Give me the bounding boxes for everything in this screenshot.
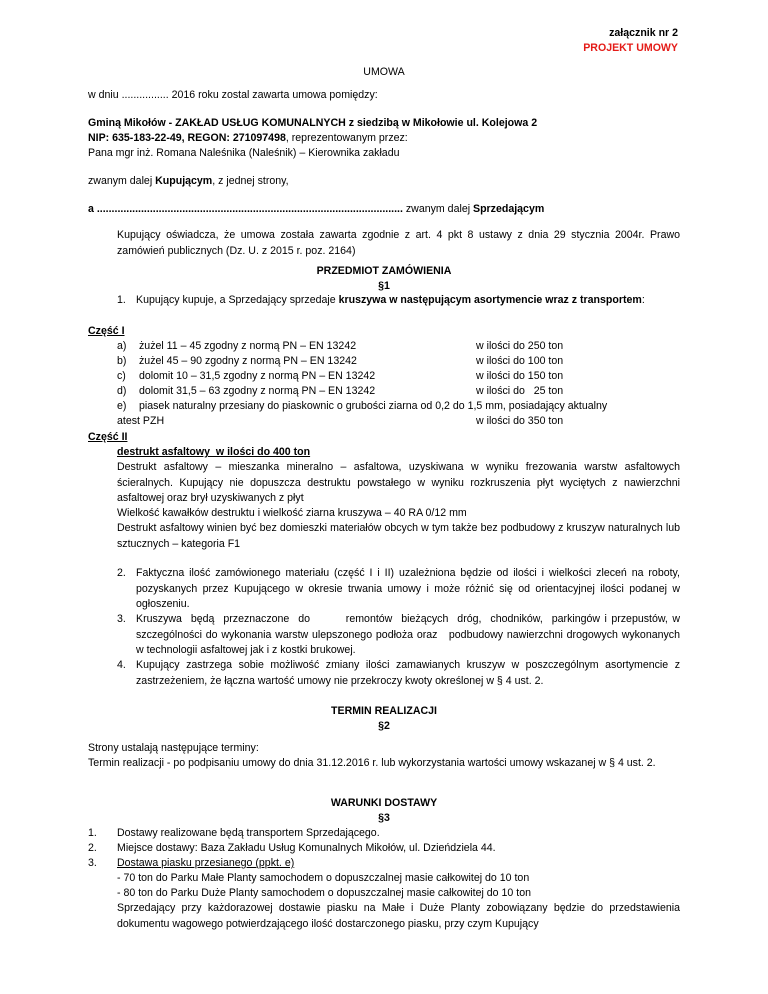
buyer-post: , z jednej strony, [212,175,289,187]
annex-label: załącznik nr 2 [609,27,678,39]
buyer-name: Kupującym [155,175,213,187]
seller-name: Sprzedającym [473,203,545,215]
part1-item-b [117,354,357,370]
item1-pre: Kupujący kupuje, a Sprzedający sprzedaje [136,294,339,306]
section1-title: PRZEDMIOT ZAMÓWIENIA [316,265,452,277]
section3-paragraph-mark: §3 [378,812,390,824]
section3-item3-num: 3. [88,857,97,869]
item-text: żużel 11 – 45 zgodny z normą PN – EN 13242 [139,340,357,352]
part1-item-c [117,369,375,385]
section1-item4: Kupujący zastrzega sobie możliwość zmiany ilości zamawianych kruszyw w poszczególnym asortymencie z zastrzeżeniem, że łączna wartość umowy nie przekroczy kwoty określonej w § 4 ust. 2. [136,659,680,687]
section3-item3-para: Sprzedający przy każdorazowej dostawie piasku na Małe i Duże Planty zobowiązany będzie do przedstawienia dokumentu wagowego potwierdzającego ilość dostarczonego piasku, przy czym Kupujący [117,902,680,930]
intro-line: w dniu ................ 2016 roku zostal zawarta umowa pomiędzy: [88,89,378,101]
section2-line1: Strony ustalają następujące terminy: [88,742,259,754]
item1-bold: kruszywa w następującym asortymencie wraz z transportem [338,294,642,306]
part1-item-e-cont: atest PZH [117,415,165,427]
section3-item2-num: 2. [88,842,97,854]
part1-item-b-qty: w ilości do 100 ton [476,355,564,367]
item1-post: : [641,294,645,306]
part1-item-a-qty: w ilości do 250 ton [476,340,564,352]
section2-title: TERMIN REALIZACJI [331,705,437,717]
party1-nip: NIP: 635-183-22-49, REGON: 271097498 [88,132,286,144]
section2-line2: Termin realizacji - po podpisaniu umowy do dnia 31.12.2016 r. lub wykorzystania wartości umowy wskazanej w § 4 ust. 2. [88,757,656,769]
part2-para1: Destrukt asfaltowy – mieszanka mineralno – asfaltowa, uzyskiwana w wyniku frezowania warstw asfaltowych ścieralnych. Kupujący nie dopuszcza destruktu powstałego w wyniku rozkruszenia płyt wyciętych z nawierzchni asfaltowej oraz brył uzyskiwanych z płyt [117,461,680,504]
section1-item3: Kruszywa będą przeznaczone do remontów bieżących dróg, chodników, parkingów i przepustów, w szczególności do wykonania warstw ulepszonego podłoża oraz podbudowy nawierzchni drogowych wykonanych w technologii asfaltowej jak i z kostki brukowej. [136,613,683,656]
item-label: a) [117,340,127,352]
section3-item3-line2: - 80 ton do Parku Duże Planty samochodem o dopuszczalnej masie całkowitej do 10 ton [117,887,531,899]
section1-paragraph-mark: §1 [378,280,390,292]
section1-item3-num: 3. [117,613,126,625]
part1-item-a [117,339,356,355]
item-label: c) [117,370,126,382]
section3-item2: Miejsce dostawy: Baza Zakładu Usług Komunalnych Mikołów, ul. Dzieńdziela 44. [117,842,496,854]
party1-person: Pana mgr inż. Romana Naleśnika (Naleśnik) – Kierownika zakładu [88,147,400,159]
item-text: żużel 45 – 90 zgodny z normą PN – EN 13242 [139,355,357,367]
part2-heading: Część II [88,431,128,443]
section1-item1 [136,293,680,309]
document-title: UMOWA [363,66,405,78]
section1-item4-num: 4. [117,659,126,671]
part2-para3: Destrukt asfaltowy winien być bez domieszki materiałów obcych w tym także bez podbudowy z kruszyw naturalnych lub sztucznych – kategoria F1 [117,522,680,550]
item-label: e) [117,400,127,412]
buyer-line [88,174,289,190]
party1-name: Gminą Mikołów - ZAKŁAD USŁUG KOMUNALNYCH z siedzibą w Mikołowie ul. Kolejowa 2 [88,117,538,129]
section3-item3-line1: - 70 ton do Parku Małe Planty samochodem o dopuszczalnej masie całkowitej do 10 ton [117,872,530,884]
section3-item3-heading: Dostawa piasku przesianego (ppkt. e) [117,857,295,869]
section3-item1-num: 1. [88,827,97,839]
buyer-pre: zwanym dalej [88,175,156,187]
section1-item1-num: 1. [117,294,126,306]
seller-line [88,202,544,218]
part2-para2: Wielkość kawałków destruktu i wielkość ziarna kruszywa – 40 RA 0/12 mm [117,507,467,519]
part1-item-e [117,399,607,415]
seller-dots: a ........................................................................................................ [88,203,403,215]
draft-label: PROJEKT UMOWY [583,42,678,54]
part1-heading: Część I [88,325,125,337]
item-text: dolomit 31,5 – 63 zgodny z normą PN – EN 13242 [139,385,376,397]
section2-paragraph-mark: §2 [378,720,390,732]
party1-ids [88,131,408,147]
item-label: b) [117,355,127,367]
part2-subheading: destrukt asfaltowy w ilości do 400 ton [117,446,311,458]
section1-item2-num: 2. [117,567,126,579]
part1-item-d-qty: w ilości do 25 ton [476,385,564,397]
part1-item-d [117,384,375,400]
item-label: d) [117,385,127,397]
part1-item-c-qty: w ilości do 150 ton [476,370,564,382]
section3-item1: Dostawy realizowane będą transportem Sprzedającego. [117,827,380,839]
section3-title: WARUNKI DOSTAWY [330,797,438,809]
item-text: piasek naturalny przesiany do piaskownic o grubości ziarna od 0,2 do 1,5 mm, posiadający aktualny [139,400,608,412]
item-text: dolomit 10 – 31,5 zgodny z normą PN – EN 13242 [139,370,376,382]
statement-paragraph: Kupujący oświadcza, że umowa została zawarta zgodnie z art. 4 pkt 8 ustawy z dnia 29 stycznia 2004r. Prawo zamówień publicznych (Dz. U. z 2015 r. poz. 2164) [117,229,680,257]
part1-item-e-qty: w ilości do 350 ton [476,415,564,427]
section1-item2: Faktyczna ilość zamówionego materiału (część I i II) uzależniona będzie od ilości i wielkości zleceń na roboty, pozyskanych przez Kupującego w okresie trwania umowy i może różnić się od orientacyjnej ilości podanej w ogłoszeniu. [136,567,680,610]
seller-pre: zwanym dalej [402,203,474,215]
party1-represented: , reprezentowanym przez: [285,132,408,144]
